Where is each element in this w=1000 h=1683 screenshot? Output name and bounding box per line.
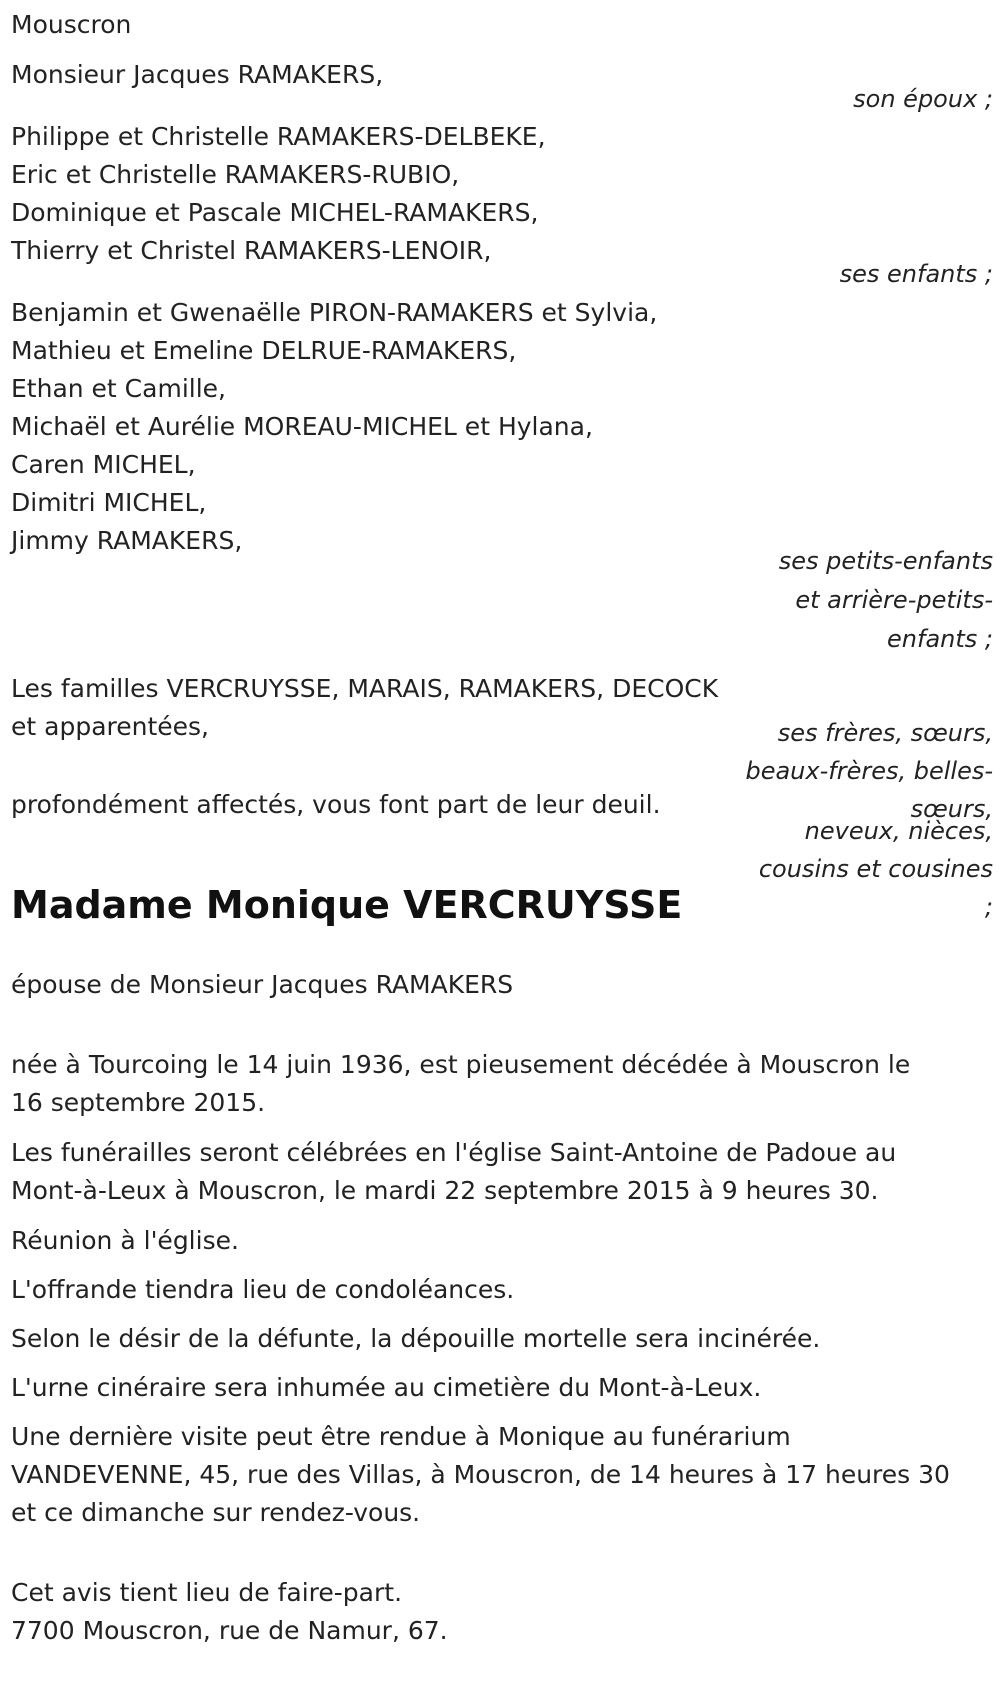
deceased-spouse-line: épouse de Monsieur Jacques RAMAKERS [11,970,514,999]
funeral-line: Les funérailles seront célébrées en l'église Saint-Antoine de Padoue au [11,1138,897,1167]
child-line: Philippe et Christelle RAMAKERS-DELBEKE, [11,122,546,151]
place-heading: Mouscron [11,10,132,39]
deceased-name: Madame Monique VERCRUYSSE [11,883,683,927]
grandchild-line: Benjamin et Gwenaëlle PIRON-RAMAKERS et Sylvia, [11,298,658,327]
grandchild-line: Ethan et Camille, [11,374,226,403]
siblings-role: ses frères, sœurs, beaux-frères, belles- sœurs, [745,719,993,823]
closing-line: Cet avis tient lieu de faire-part. [11,1578,403,1607]
grandchild-line: Caren MICHEL, [11,450,196,479]
urn-line: L'urne cinéraire sera inhumée au cimetière du Mont-à-Leux. [11,1373,762,1402]
birth-death-line: née à Tourcoing le 14 juin 1936, est pieusement décédée à Mouscron le [11,1050,911,1079]
child-line: Dominique et Pascale MICHEL-RAMAKERS, [11,198,539,227]
spouse-role: son époux ; [853,85,993,113]
child-line: Thierry et Christel RAMAKERS-LENOIR, [11,236,492,265]
offering-line: L'offrande tiendra lieu de condoléances. [11,1275,515,1304]
birth-death-line: 16 septembre 2015. [11,1088,266,1117]
announcement-line: profondément affectés, vous font part de leur deuil. [11,790,661,819]
grandchild-line: Jimmy RAMAKERS, [11,526,243,555]
child-line: Eric et Christelle RAMAKERS-RUBIO, [11,160,460,189]
spouse-line: Monsieur Jacques RAMAKERS, [11,60,384,89]
families-line: Les familles VERCRUYSSE, MARAIS, RAMAKERS, DECOCK [11,674,719,703]
grandchildren-role: ses petits-enfants et arrière-petits- enfants ; [778,547,993,653]
funeral-line: Mont-à-Leux à Mouscron, le mardi 22 septembre 2015 à 9 heures 30. [11,1176,879,1205]
nephews-role: neveux, nièces, cousins et cousines ; [758,817,993,921]
visit-line: VANDEVENNE, 45, rue des Villas, à Mouscron, de 14 heures à 17 heures 30 [11,1460,950,1489]
grandchild-line: Mathieu et Emeline DELRUE-RAMAKERS, [11,336,517,365]
visit-line: Une dernière visite peut être rendue à Monique au funérarium [11,1422,791,1451]
children-role: ses enfants ; [839,260,993,288]
grandchild-line: Michaël et Aurélie MOREAU-MICHEL et Hylana, [11,412,593,441]
cremation-line: Selon le désir de la défunte, la dépouille mortelle sera incinérée. [11,1324,821,1353]
families-line: et apparentées, [11,712,209,741]
grandchild-line: Dimitri MICHEL, [11,488,207,517]
closing-address: 7700 Mouscron, rue de Namur, 67. [11,1616,448,1645]
meeting-line: Réunion à l'église. [11,1226,239,1255]
visit-line: et ce dimanche sur rendez-vous. [11,1498,421,1527]
